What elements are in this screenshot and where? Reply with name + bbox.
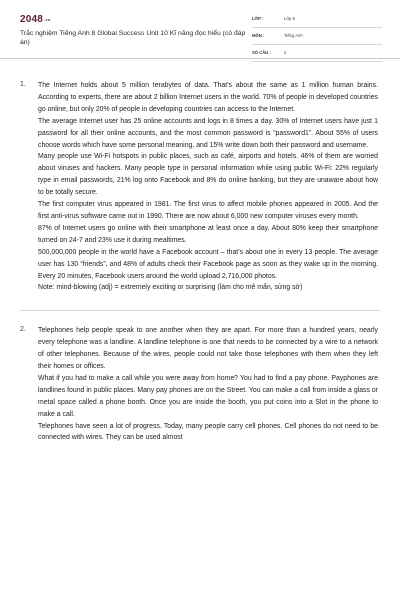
question-block xyxy=(20,80,380,294)
passage-paragraph: Note: mind-blowing (adj) = extremely exciting or surprising (làm cho mê mẩn, sửng sờ) xyxy=(38,284,303,292)
passage-paragraph: The Internet holds about 5 million terabytes of data. That’s about the same as 1 million human brains. According to experts, there are about 2 billion Internet users in the world. 70% of people in developed countries go online, but only 20% of people in developing countries can access to the Internet. xyxy=(38,82,378,113)
passage-paragraph: 87% of Internet users go online with their smartphone at least once a day. About 80% keep their smartphone turned on 24-7 and 23% use it during mealtimes. xyxy=(38,224,378,244)
question-block xyxy=(20,325,380,444)
meta-label: SỐ CÂU : xyxy=(252,50,271,55)
meta-value: 2 xyxy=(284,50,287,55)
document-content xyxy=(20,80,380,460)
passage-paragraph: The average Internet user has 25 online accounts and logs in 8 times a day. 30% of Internet users have just 1 password for all their online accounts, and the most common password is “password1”. About 55% of users choose words which have some personal meaning, and 15% write down both their password and username. xyxy=(38,117,378,149)
reading-passage xyxy=(38,80,378,294)
meta-row xyxy=(252,48,382,62)
passage-paragraph: The first computer virus appeared in 1981. The first virus to affect mobile phones appeared in 2005. And the first anti-virus software came out in 1990. There are now about 6,000 new computer viruses every month. xyxy=(38,201,378,220)
document-header xyxy=(0,0,400,59)
reading-passage xyxy=(38,325,378,444)
question-number: 1. xyxy=(20,81,26,88)
meta-label: LỚP : xyxy=(252,16,264,21)
meta-row xyxy=(252,14,382,28)
logo-text: 2048 xyxy=(20,14,44,25)
passage-paragraph: 500,000,000 people in the world have a Facebook account – that’s about one in every 13 people. The average user has 130 “friends”, and 48% of adults check their Facebook page as soon as they wake up in the morning. Every 20 minutes, Facebook users around the world upload 2,716,000 photos. xyxy=(38,248,378,280)
question-divider xyxy=(20,310,380,311)
passage-paragraph: Telephones have seen a lot of progress. Today, many people carry cell phones. Cell phones do not need to be connected with wires. They can be used almost xyxy=(38,422,378,442)
document-meta xyxy=(252,14,382,65)
meta-label: MÔN : xyxy=(252,33,265,38)
passage-paragraph: Telephones help people speak to one another when they are apart. For more than a hundred years, nearly every telephone was a landline. A landline telephone is one that needs to be connected by a wire to a network of other telephones. Because of the wires, people could not take those telephones with them when they left their homes or offices. xyxy=(38,327,378,371)
meta-value: Tiếng Anh xyxy=(284,33,303,38)
passage-paragraph: Many people use Wi-Fi hotspots in public places, such as café, airports and hotels. 46% of them are worried about viruses and hackers. Many people type in personal information while using public Wi-Fi: 22% regularly type in email passwords, 21% log onto Facebook and 8% do online banking, but they are unaware about how to be totally secure. xyxy=(38,153,378,197)
site-logo[interactable] xyxy=(20,14,50,25)
document-title: Trắc nghiệm Tiếng Anh 8 Global Success Unit 10 Kĩ năng đọc hiểu (có đáp án) xyxy=(20,30,246,46)
passage-paragraph: What if you had to make a call while you were away from home? You had to find a pay phone. Payphones are landlines found in public places. Many pay phones are on the Street. You can make a call from inside a glass or metal space called a phone booth. Once you are inside the booth, you put coins into a Slot in the phone to make a call. xyxy=(38,374,378,418)
question-number: 2. xyxy=(20,326,26,334)
meta-value: Lớp 8 xyxy=(284,16,295,21)
meta-row xyxy=(252,31,382,45)
logo-suffix: .vn xyxy=(44,16,51,22)
